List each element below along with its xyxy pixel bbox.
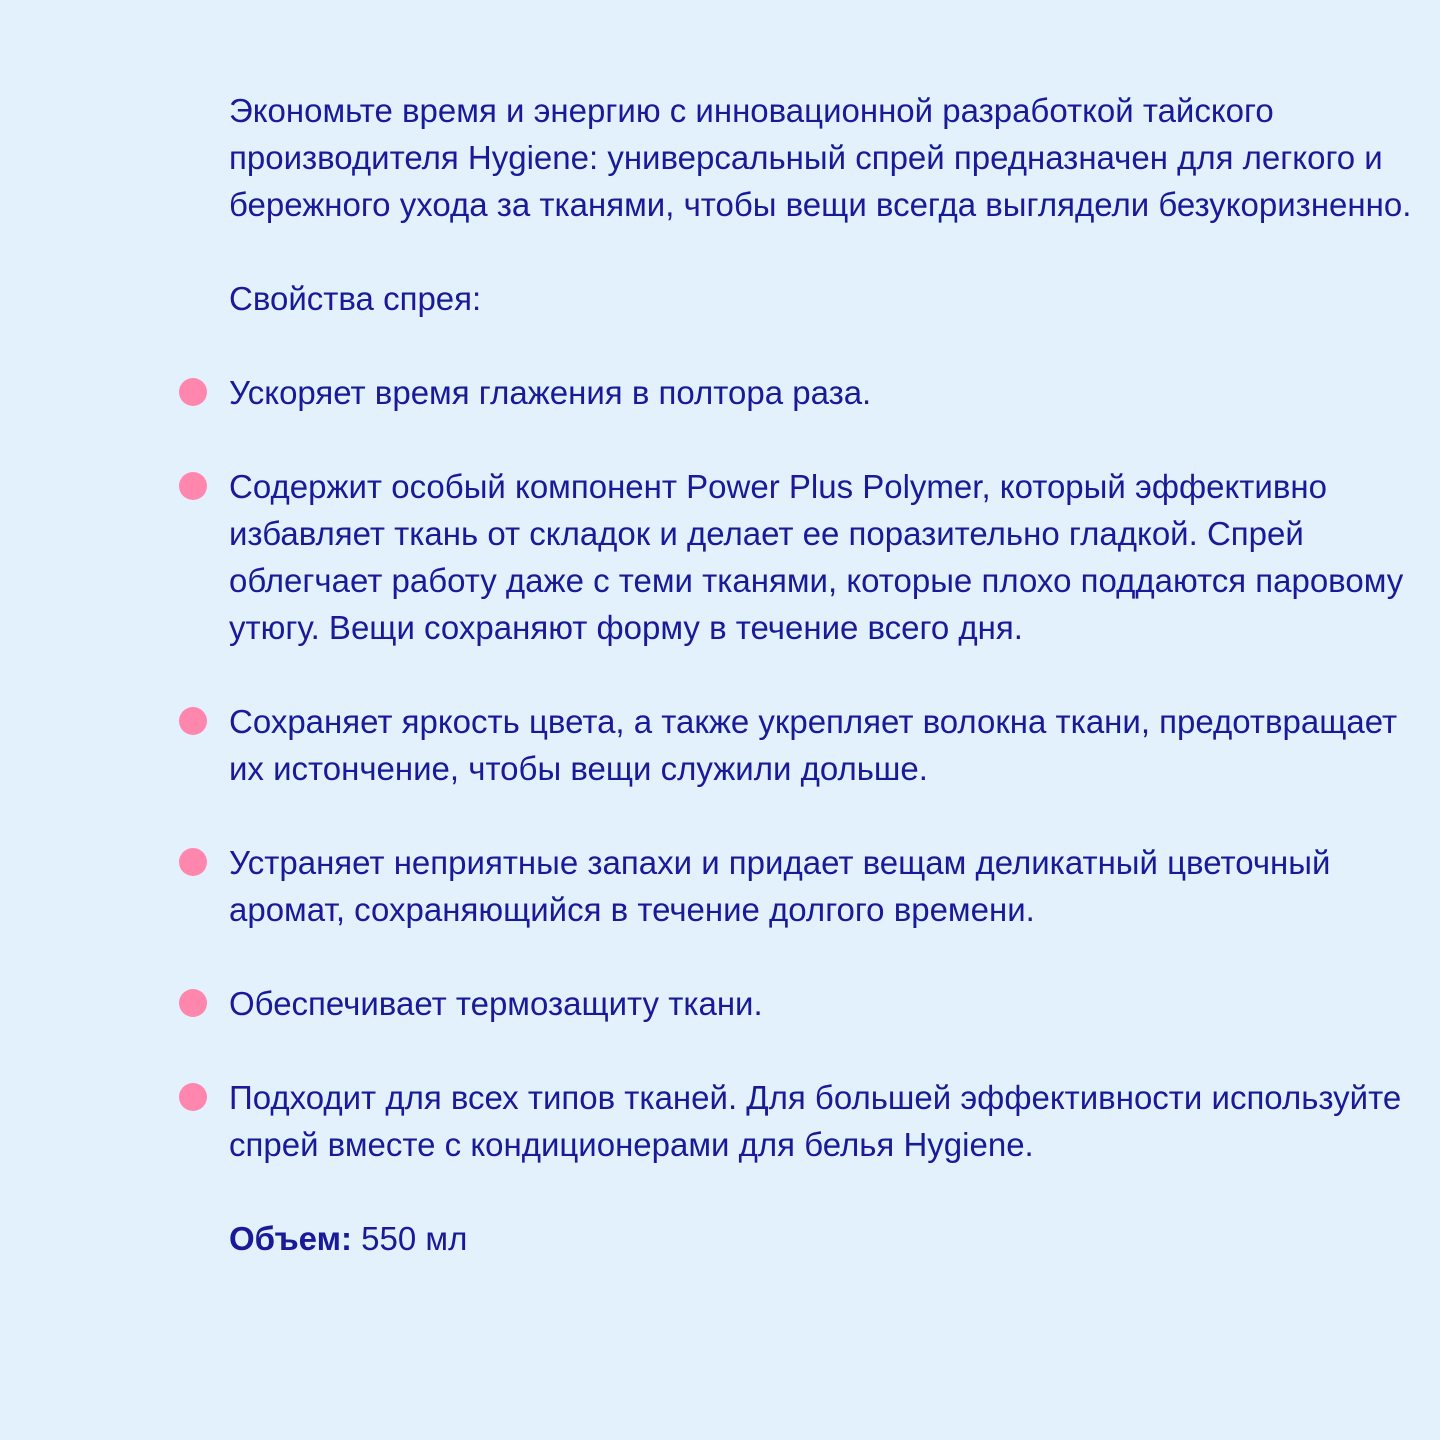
bullet-dot-icon bbox=[179, 848, 207, 876]
list-item bbox=[229, 1074, 1419, 1168]
list-item bbox=[229, 463, 1419, 651]
volume-label: Объем: bbox=[229, 1220, 352, 1257]
feature-text: Содержит особый компонент Power Plus Polymer, который эффективно избавляет ткань от складок и делает ее поразительно гладкой. Спрей облегчает работу даже с теми тканями, которые плохо поддаются паровому утюгу. Вещи сохраняют форму в течение всего дня. bbox=[229, 468, 1404, 646]
bullet-dot-icon bbox=[179, 472, 207, 500]
list-item bbox=[229, 839, 1419, 933]
intro-paragraph: Экономьте время и энергию с инновационной разработкой тайского производителя Hygiene: универсальный спрей предназначен для легкого и бережного ухода за тканями, чтобы вещи всегда выглядели безукоризненно. bbox=[229, 92, 1412, 223]
volume-line bbox=[229, 1215, 1419, 1262]
list-item bbox=[229, 980, 1419, 1027]
bullet-dot-icon bbox=[179, 1083, 207, 1111]
feature-text: Устраняет неприятные запахи и придает вещам деликатный цветочный аромат, сохраняющийся в течение долгого времени. bbox=[229, 844, 1331, 928]
feature-text: Подходит для всех типов тканей. Для большей эффективности используйте спрей вместе с кондиционерами для белья Hygiene. bbox=[229, 1079, 1402, 1163]
feature-text: Сохраняет яркость цвета, а также укрепляет волокна ткани, предотвращает их истончение, чтобы вещи служили дольше. bbox=[229, 703, 1398, 787]
bullet-dot-icon bbox=[179, 707, 207, 735]
feature-text: Ускоряет время глажения в полтора раза. bbox=[229, 374, 872, 411]
properties-title: Свойства спрея: bbox=[229, 280, 482, 317]
features-list bbox=[229, 369, 1419, 1168]
feature-text: Обеспечивает термозащиту ткани. bbox=[229, 985, 763, 1022]
list-item bbox=[229, 698, 1419, 792]
list-item bbox=[229, 369, 1419, 416]
bullet-dot-icon bbox=[179, 378, 207, 406]
description-content bbox=[229, 87, 1419, 1262]
bullet-dot-icon bbox=[179, 989, 207, 1017]
volume-value: 550 мл bbox=[361, 1220, 468, 1257]
